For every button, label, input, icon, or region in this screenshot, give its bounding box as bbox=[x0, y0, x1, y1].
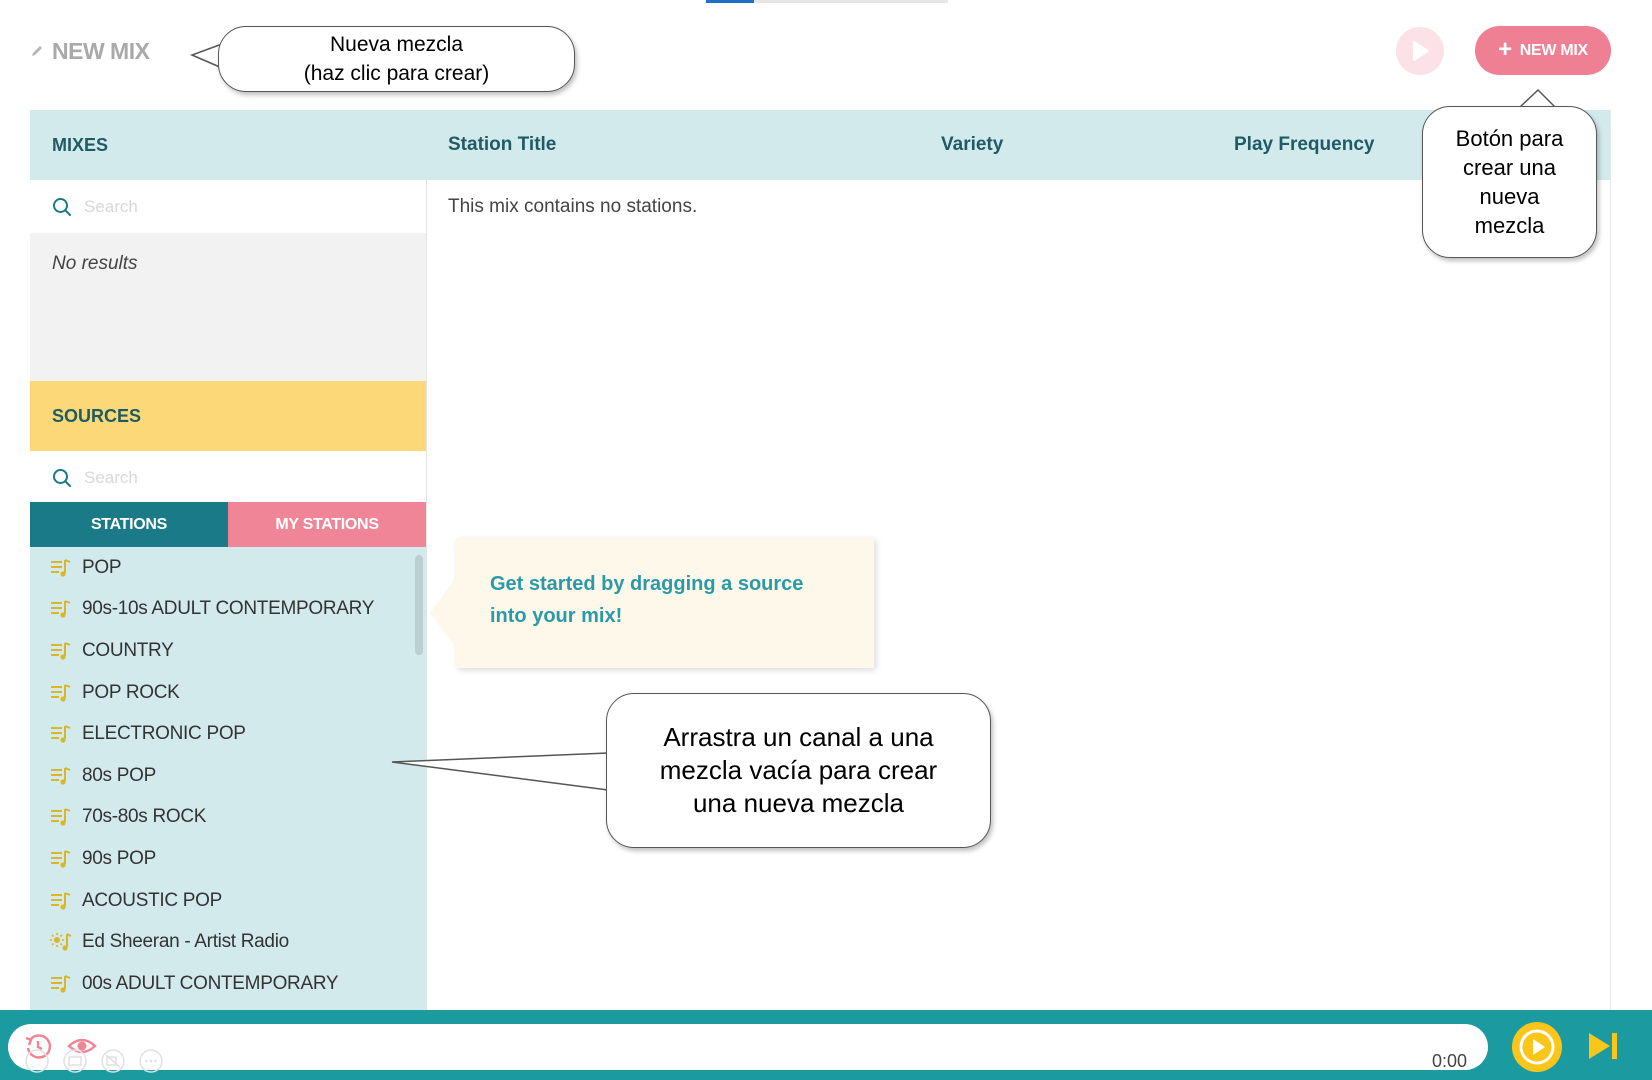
callout-drag-station bbox=[606, 693, 991, 848]
sources-tabs bbox=[30, 502, 426, 547]
station-item[interactable] bbox=[30, 672, 426, 714]
callout-line: crear una bbox=[1463, 155, 1556, 180]
playlist-icon bbox=[50, 848, 72, 870]
station-label: ACOUSTIC POP bbox=[82, 889, 222, 911]
callout-line: mezcla vacía para crear bbox=[659, 755, 938, 785]
left-sidebar bbox=[30, 110, 427, 1010]
column-play-frequency[interactable]: Play Frequency bbox=[1234, 134, 1375, 155]
station-item[interactable] bbox=[30, 630, 426, 672]
player-bar bbox=[0, 1010, 1652, 1080]
station-item[interactable] bbox=[30, 797, 426, 839]
sources-search[interactable] bbox=[30, 451, 426, 504]
comment-icon[interactable] bbox=[24, 1048, 50, 1074]
playlist-icon bbox=[50, 557, 72, 579]
playlist-icon bbox=[50, 723, 72, 745]
station-label: 00s ADULT CONTEMPORARY bbox=[82, 972, 339, 994]
station-item[interactable] bbox=[30, 713, 426, 755]
station-label: 90s-10s ADULT CONTEMPORARY bbox=[82, 598, 375, 620]
mixes-search-input[interactable] bbox=[82, 196, 386, 218]
stations-scrollbar[interactable] bbox=[415, 555, 423, 655]
image-icon[interactable] bbox=[62, 1048, 88, 1074]
play-icon bbox=[1409, 39, 1431, 63]
station-item[interactable] bbox=[30, 921, 426, 963]
station-item[interactable] bbox=[30, 838, 426, 880]
station-item[interactable] bbox=[30, 880, 426, 922]
pencil-icon bbox=[30, 44, 44, 58]
player-progress-track[interactable] bbox=[8, 1024, 1488, 1070]
station-item[interactable] bbox=[30, 589, 426, 631]
playlist-icon bbox=[50, 640, 72, 662]
station-item[interactable] bbox=[30, 547, 426, 589]
callout-line: Nueva mezcla bbox=[329, 33, 464, 56]
empty-mix-message: This mix contains no stations. bbox=[448, 196, 698, 217]
column-station-title[interactable]: Station Title bbox=[448, 134, 557, 155]
new-mix-button-label: NEW MIX bbox=[1519, 41, 1588, 59]
artist-radio-icon bbox=[50, 931, 72, 953]
playlist-icon bbox=[50, 598, 72, 620]
stations-list bbox=[30, 547, 426, 1010]
play-icon bbox=[1517, 1027, 1557, 1067]
more-icon[interactable] bbox=[138, 1048, 164, 1074]
sources-search-input[interactable] bbox=[82, 467, 386, 489]
playlist-icon bbox=[50, 890, 72, 912]
station-label: POP bbox=[82, 556, 122, 578]
search-icon bbox=[52, 197, 72, 217]
mixes-search[interactable] bbox=[30, 180, 426, 233]
column-variety[interactable]: Variety bbox=[941, 134, 1004, 155]
playlist-icon bbox=[50, 682, 72, 704]
play-mix-button[interactable] bbox=[1396, 27, 1444, 75]
station-label: 80s POP bbox=[82, 764, 156, 786]
callout-line: Arrastra un canal a una bbox=[663, 722, 934, 752]
main-play-button[interactable] bbox=[1512, 1022, 1562, 1072]
mixes-header: MIXES bbox=[30, 110, 426, 180]
station-label: POP ROCK bbox=[82, 681, 180, 703]
search-icon bbox=[52, 468, 72, 488]
mixes-no-results: No results bbox=[52, 253, 138, 274]
drag-tip-tooltip bbox=[456, 538, 874, 668]
callout-line: una nueva mezcla bbox=[692, 788, 904, 818]
playlist-icon bbox=[50, 806, 72, 828]
station-label: Ed Sheeran - Artist Radio bbox=[82, 931, 289, 953]
tab-my-stations[interactable]: MY STATIONS bbox=[228, 502, 426, 547]
callout-new-mix-button bbox=[1422, 106, 1597, 258]
playlist-icon bbox=[50, 973, 72, 995]
station-item[interactable] bbox=[30, 755, 426, 797]
tab-stations[interactable]: STATIONS bbox=[30, 502, 228, 547]
station-label: COUNTRY bbox=[82, 639, 174, 661]
plus-icon: + bbox=[1498, 35, 1512, 63]
callout-line: nueva bbox=[1479, 184, 1540, 209]
player-time: 0:00 bbox=[1432, 1051, 1468, 1071]
video-off-icon[interactable] bbox=[100, 1048, 126, 1074]
station-label: ELECTRONIC POP bbox=[82, 723, 246, 745]
callout-line: (haz clic para crear) bbox=[303, 62, 490, 85]
skip-next-icon[interactable] bbox=[1586, 1030, 1620, 1062]
station-label: 90s POP bbox=[82, 847, 156, 869]
top-progress-indicator bbox=[706, 0, 948, 3]
callout-line: mezcla bbox=[1474, 213, 1545, 238]
new-mix-button[interactable] bbox=[1475, 26, 1611, 75]
drag-tip-text: Get started by dragging a source into your mix! bbox=[490, 573, 804, 627]
callout-new-mix-name bbox=[218, 26, 575, 92]
station-item[interactable] bbox=[30, 963, 426, 1005]
sources-header: SOURCES bbox=[30, 381, 426, 451]
mix-title-label: NEW MIX bbox=[52, 37, 150, 64]
station-label: 70s-80s ROCK bbox=[82, 806, 207, 828]
mix-title[interactable] bbox=[30, 36, 149, 66]
playlist-icon bbox=[50, 765, 72, 787]
callout-line: Botón para bbox=[1455, 126, 1564, 151]
